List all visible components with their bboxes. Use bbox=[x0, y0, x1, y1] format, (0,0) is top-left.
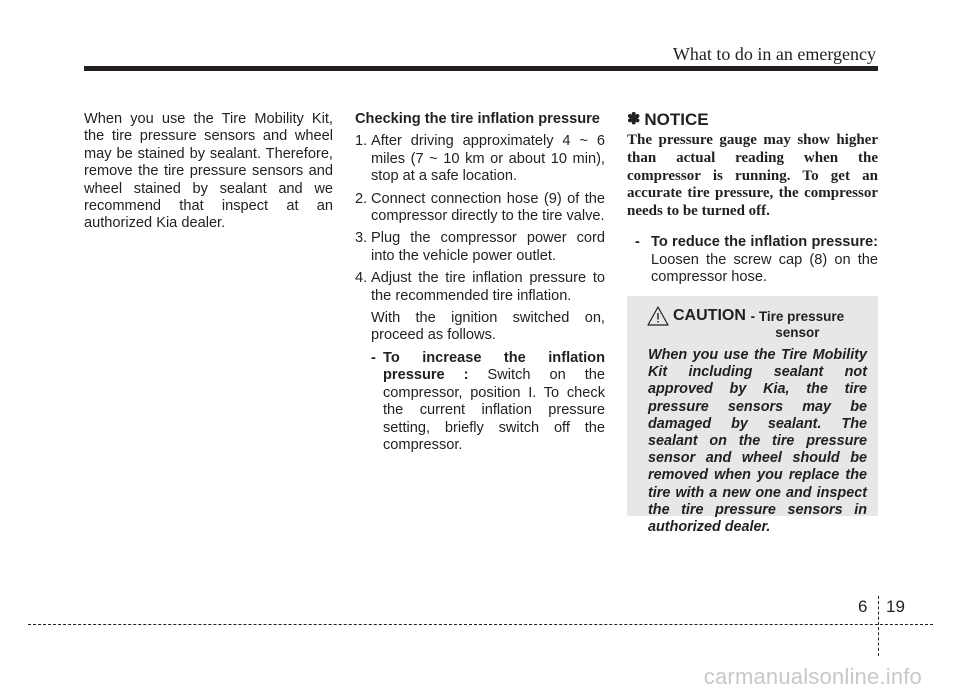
footer-divider bbox=[28, 624, 933, 625]
footer-divider-vertical bbox=[878, 596, 879, 656]
caution-subtitle: - Tire pressure sensor bbox=[750, 309, 845, 340]
step-3 bbox=[355, 230, 605, 265]
step-2 bbox=[355, 191, 605, 226]
increase-pressure-body bbox=[383, 350, 605, 454]
header-rule bbox=[84, 66, 878, 71]
notice-body: The pressure gauge may show higher than actual reading when the compressor is running. To get an accurate tire pressure, the compressor needs to be turned off. bbox=[627, 132, 878, 219]
chapter-number: 6 bbox=[858, 597, 868, 616]
section-title: What to do in an emergency bbox=[672, 44, 876, 64]
reduce-pressure-body bbox=[651, 234, 878, 286]
reduce-pressure-item bbox=[627, 234, 878, 286]
caution-text: When you use the Tire Mobility Kit including sealant not approved by Kia, the tire pressure sensors may be damaged by sealant. The sealant on the tire pressure sensor and wheel should be removed when you replace the tire with a new one and inspect the tire pressure sensors in authorized dealer. bbox=[648, 347, 867, 536]
notice-title bbox=[627, 111, 878, 128]
column-left bbox=[84, 111, 333, 233]
increase-pressure-label: To increase the inflation pressure : bbox=[383, 349, 605, 384]
warning-triangle-icon bbox=[647, 306, 669, 326]
dash-marker: - bbox=[635, 234, 640, 251]
reduce-pressure-label: To reduce the inflation pressure: bbox=[651, 234, 878, 251]
caution-label: CAUTION bbox=[673, 307, 746, 324]
watermark: carmanualsonline.info bbox=[703, 664, 922, 689]
step-text: Adjust the tire inflation pressure to the recommended tire inflation. bbox=[371, 270, 605, 304]
step-number: 1. bbox=[355, 133, 368, 150]
caution-header bbox=[647, 306, 845, 340]
step-number: 3. bbox=[355, 230, 368, 247]
step-number: 4. bbox=[355, 270, 368, 287]
notice-star-icon: ✽ bbox=[627, 111, 641, 128]
dash-marker: - bbox=[371, 349, 376, 366]
increase-pressure-text: Switch on the compressor, position I. To check the current inflation pressure setting, briefly switch off the compressor. bbox=[383, 367, 605, 453]
notice-title-text: NOTICE bbox=[644, 110, 709, 129]
column-middle bbox=[355, 111, 605, 454]
step-1 bbox=[355, 133, 605, 185]
checking-pressure-heading: Checking the tire inflation pressure bbox=[355, 111, 600, 127]
step-4 bbox=[355, 270, 605, 305]
increase-pressure-item bbox=[371, 350, 605, 454]
step-text: Connect connection hose (9) of the compressor directly to the tire valve. bbox=[371, 190, 605, 225]
intro-paragraph: When you use the Tire Mobility Kit, the tire pressure sensors and wheel may be stained by sealant. Therefore, remove the tire pressure sensors and wheel stained by sealant and we recommend that inspect at an authorized Kia dealer. bbox=[84, 111, 333, 232]
step-text: Plug the compressor power cord into the vehicle power outlet. bbox=[371, 230, 605, 264]
step-text: After driving approximately 4 ~ 6 miles (7 ~ 10 km or about 10 min), stop at a safe location. bbox=[371, 133, 605, 185]
step-number: 2. bbox=[355, 190, 368, 207]
caution-box bbox=[627, 296, 878, 536]
reduce-pressure-text: Loosen the screw cap (8) on the compressor hose. bbox=[651, 251, 878, 286]
ignition-paragraph: With the ignition switched on, proceed as follows. bbox=[371, 310, 605, 344]
page-number: 19 bbox=[886, 597, 905, 616]
column-right bbox=[627, 111, 878, 287]
